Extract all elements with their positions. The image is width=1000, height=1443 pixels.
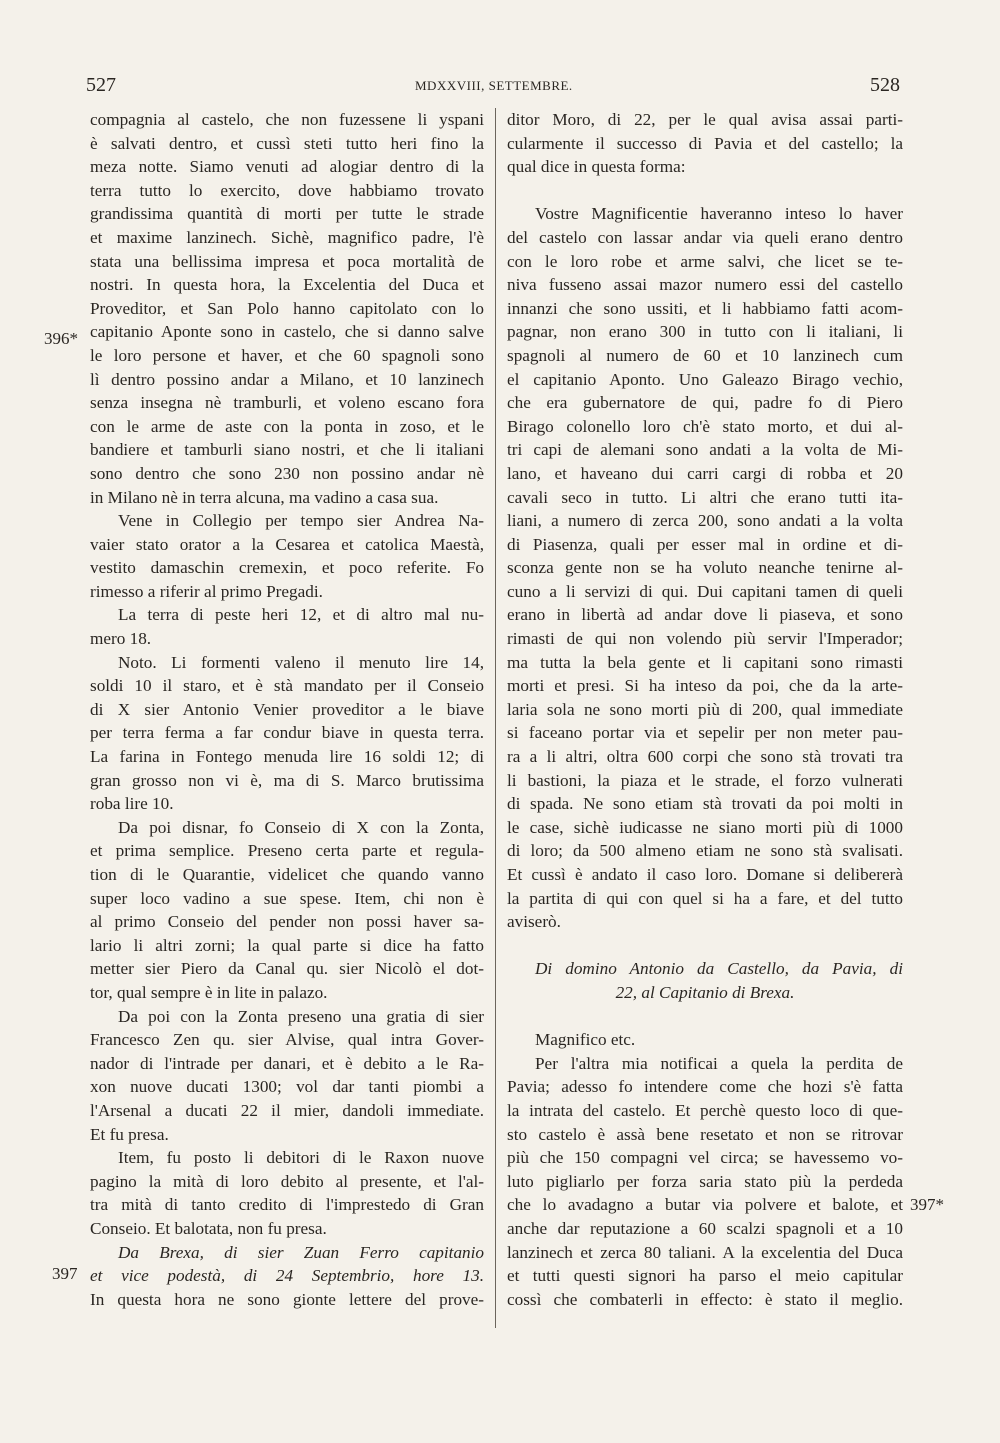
text-line: roba lire 10. bbox=[90, 794, 174, 814]
text-line: di Piasenza, quali per esser mal in ordine et di- bbox=[507, 534, 903, 554]
text-line: senza insegna nè tramburli, et voleno escano fora bbox=[90, 393, 484, 413]
text-line: sono dentro che sono 230 non possino andar nè bbox=[90, 463, 484, 483]
text-line: lario li altri zorni; la qual parte si dice ha fatto bbox=[90, 935, 484, 955]
text-line: che lo avadagno a butar via polvere et balote, et bbox=[507, 1195, 903, 1215]
text-line: Francesco Zen qu. sier Alvise, qual intra Gover- bbox=[90, 1030, 484, 1050]
text-line: tion di le Quarantie, videlicet che quando vanno bbox=[90, 865, 484, 884]
text-line: Vostre Magnificentie haveranno inteso lo haver bbox=[535, 204, 903, 224]
text-line: in Milano nè in terra alcuna, ma vadino a casa sua. bbox=[90, 487, 439, 507]
text-line: Per l'altra mia notificai a quela la perdita de bbox=[535, 1053, 903, 1073]
text-line: et maxime lanzinech. Sichè, magnifico padre, l'è bbox=[90, 227, 484, 247]
text-line: super loco vadino a sue spese. Item, chi non è bbox=[90, 888, 484, 908]
text-line bbox=[507, 179, 903, 203]
text-line: con le loro robe et arme salvi, che licet se te- bbox=[507, 251, 903, 271]
text-line: le loro persone et haver, et che 60 spagnoli sono bbox=[90, 345, 484, 365]
text-line: Da poi disnar, fo Conseio di X con la Zonta, bbox=[118, 817, 484, 837]
text-line: La farina in Fontego menuda lire 16 soldi 12; di bbox=[90, 747, 484, 767]
text-line: xon nuove ducati 1300; vol dar tanti piombi a bbox=[90, 1077, 484, 1097]
text-line: li bastioni, la piaza et le strade, el forzo vulnerati bbox=[507, 770, 903, 790]
text-line: pagnar, non erano 300 in tutto con li italiani, li bbox=[507, 322, 903, 342]
text-line: laria sola ne sono morti più di 200, qual immediate bbox=[507, 699, 903, 719]
text-line: morti et presi. Si ha inteso da poi, che da la arte- bbox=[507, 676, 903, 696]
text-line: Et cussì è andato il caso loro. Domane si delibererà bbox=[507, 865, 903, 884]
text-line: 22, al Capitanio di Brexa. bbox=[615, 982, 795, 1002]
text-line: anche dar reputazione a 60 scalzi spagnoli et a 10 bbox=[507, 1218, 903, 1238]
text-line: è salvati dentro, et cussì steti tutto heri fino la bbox=[90, 133, 484, 153]
text-line: et tutti questi signori ha parso el meio capitular bbox=[507, 1266, 903, 1286]
text-line: pagino la mità di loro debito al presente, et l'al- bbox=[90, 1171, 484, 1191]
text-line: erano in libertà ad andar dove li piaseva, et sono bbox=[507, 605, 903, 625]
running-title: MDXXVIII, SETTEMBRE. bbox=[415, 78, 573, 93]
text-line: di spada. Ne sono etiam stà trovati da poi molti in bbox=[507, 794, 903, 814]
text-line: spagnoli al numero de 60 et 10 lanzinech cum bbox=[507, 345, 903, 365]
text-line: tra mità di tanto credito di l'imprestedo di Gran bbox=[90, 1195, 484, 1215]
margin-note-397-right: 397* bbox=[910, 1195, 944, 1214]
text-line: cavali seco in tutto. Li altri che erano tutti ita- bbox=[507, 487, 903, 507]
text-line bbox=[507, 934, 903, 958]
text-line: ma tutta la bela gente et li capitani sono rimasti bbox=[507, 652, 903, 672]
text-line: ditor Moro, di 22, per le qual avisa assai parti- bbox=[507, 110, 903, 129]
margin-note-396: 396* bbox=[44, 329, 78, 348]
text-line: cossì che combaterli in effecto: è stato il meglio. bbox=[507, 1289, 903, 1309]
text-line: lì dentro possino andar a Milano, et 10 lanzinech bbox=[90, 369, 484, 389]
text-line: cularmente il successo di Pavia et del castello; la bbox=[507, 133, 903, 153]
text-line: si faceano portar via et sepelir per non meter pau- bbox=[507, 723, 903, 743]
text-line: Noto. Li formenti valeno il menuto lire 14, bbox=[118, 652, 484, 672]
text-line: innanzi che sono ussiti, et li habbiamo fatti acom- bbox=[507, 298, 903, 318]
text-line: sconza gente non se ha voluto neanche tenirne al- bbox=[507, 558, 903, 578]
text-line: In questa hora ne sono gionte lettere del prove- bbox=[90, 1289, 484, 1309]
text-line: del castelo con lassar andar via queli erano dentro bbox=[507, 227, 903, 247]
text-line: luto pigliarlo per forza saria stato più la perdeda bbox=[507, 1171, 903, 1191]
text-line: liani, a numero di zerca 200, sono andati a la volta bbox=[507, 511, 903, 531]
text-line: La terra di peste heri 12, et di altro mal nu- bbox=[118, 605, 484, 625]
text-line: mero 18. bbox=[90, 629, 152, 649]
text-line: et prima semplice. Preseno certa parte et regula- bbox=[90, 841, 484, 861]
text-line: Vene in Collegio per tempo sier Andrea Na- bbox=[118, 511, 484, 531]
text-line: terra tutto lo exercito, dove habbiamo trovato bbox=[90, 180, 484, 200]
text-line: di X sier Antonio Venier proveditor a le biave bbox=[90, 699, 484, 719]
text-line: ra a li altri, oltra 600 corpi che sono stà trovati tra bbox=[507, 747, 903, 767]
text-line: aviserò. bbox=[507, 912, 561, 932]
text-line: compagnia al castelo, che non fuzessene li yspani bbox=[90, 110, 484, 129]
text-line: Di domino Antonio da Castello, da Pavia, di bbox=[535, 959, 903, 979]
text-line: Conseio. Et balotata, non fu presa. bbox=[90, 1218, 327, 1238]
text-line: la intrata del castelo. Et perchè questo loco di que- bbox=[507, 1100, 903, 1120]
column-divider bbox=[495, 108, 496, 1328]
text-line: Proveditor, et San Polo hanno capitolato con lo bbox=[90, 298, 484, 318]
text-line: Birago colonello loro ch'è stato morto, et dui al- bbox=[507, 416, 903, 436]
text-line: tri capi de alemani sono andati a la volta de Mi- bbox=[507, 440, 903, 460]
text-line: nador di l'intrade per danari, et è debito a le Ra- bbox=[90, 1053, 484, 1073]
text-line: la partita di qui con quel si ha a fare, et del tutto bbox=[507, 888, 903, 908]
text-line bbox=[507, 1005, 903, 1029]
text-line: che era gubernatore de qui, padre fo di Piero bbox=[507, 393, 903, 413]
text-line: l'Arsenal a ducati 22 il mier, dandoli immediate. bbox=[90, 1100, 484, 1120]
text-line: rimasti de qui non volendo più servir l'Imperador; bbox=[507, 629, 903, 649]
text-line: sto castelo è assà bene resetato et non se ritrovar bbox=[507, 1124, 903, 1144]
text-line: per terra ferma a far condur biave in questa terra. bbox=[90, 723, 484, 743]
left-page-number: 527 bbox=[86, 74, 116, 96]
text-line: Item, fu posto li debitori di le Raxon nuove bbox=[118, 1148, 484, 1168]
right-page-number: 528 bbox=[870, 74, 900, 96]
text-line: stata una bellissima impresa et poca mortalità de bbox=[90, 251, 484, 271]
text-line: el capitanio Aponto. Uno Galeazo Birago vechio, bbox=[507, 369, 903, 389]
text-line: metter sier Piero da Canal qu. sier Nicolò el dot- bbox=[90, 959, 484, 979]
right-text-column bbox=[507, 108, 903, 1311]
text-line: le case, sichè iudicasse ne siano morti più di 1000 bbox=[507, 817, 903, 837]
text-line: nostri. In questa hora, la Excelentia del Duca et bbox=[90, 275, 484, 295]
text-line: capitanio Aponte sono in castelo, che si danno salve bbox=[90, 322, 484, 342]
text-line: Da poi con la Zonta preseno una gratia di sier bbox=[118, 1006, 484, 1026]
text-line: Pavia; adesso fo intendere come che hozi s'è fatta bbox=[507, 1077, 903, 1097]
left-text-column bbox=[90, 108, 484, 1311]
text-line: Et fu presa. bbox=[90, 1124, 169, 1144]
text-line: lano, et haveano dui carri cargi di robba et 20 bbox=[507, 463, 903, 483]
text-line: bandiere et tamburli siano nostri, et che li italiani bbox=[90, 440, 484, 460]
page-header bbox=[0, 74, 1000, 104]
text-line: soldi 10 il staro, et è stà mandato per il Conseio bbox=[90, 676, 484, 696]
text-line: lanzinech et zerca 80 taliani. A la excelentia del Duca bbox=[507, 1242, 903, 1262]
text-line: qual dice in questa forma: bbox=[507, 157, 686, 177]
text-line: vestito damaschin cremexin, et poco referite. Fo bbox=[90, 558, 484, 578]
text-line: più che 150 compagni vel circa; se havessemo vo- bbox=[507, 1148, 903, 1168]
text-line: meza notte. Siamo venuti ad alogiar dentro di la bbox=[90, 157, 484, 177]
text-line: Magnifico etc. bbox=[535, 1030, 636, 1050]
text-line: vaier stato orator a la Cesarea et catolica Maestà, bbox=[90, 534, 484, 554]
text-line: di loro; da 500 almeno etiam ne sono stà svalisati. bbox=[507, 841, 903, 861]
text-line: niva fusseno assai mazor numero essi del castello bbox=[507, 275, 903, 295]
text-line: al primo Conseio del pender non possi haver sa- bbox=[90, 912, 484, 932]
text-line: gran grosso non vi è, ma di S. Marco brutissima bbox=[90, 770, 484, 790]
text-line: tor, qual sempre è in lite in palazo. bbox=[90, 982, 328, 1002]
text-line: et vice podestà, di 24 Septembrio, hore 13. bbox=[90, 1266, 484, 1286]
text-line: cuno a li servizi di qui. Dui capitani tamen di queli bbox=[507, 581, 903, 601]
text-line: rimesso a riferir al primo Pregadi. bbox=[90, 581, 323, 601]
margin-note-397-left: 397 bbox=[52, 1264, 78, 1283]
text-line: con le arme de aste con la ponta in zoso, et le bbox=[90, 416, 484, 436]
text-line: Da Brexa, di sier Zuan Ferro capitanio bbox=[118, 1242, 484, 1262]
text-line: grandissima quantità di morti per tutte le strade bbox=[90, 204, 484, 224]
